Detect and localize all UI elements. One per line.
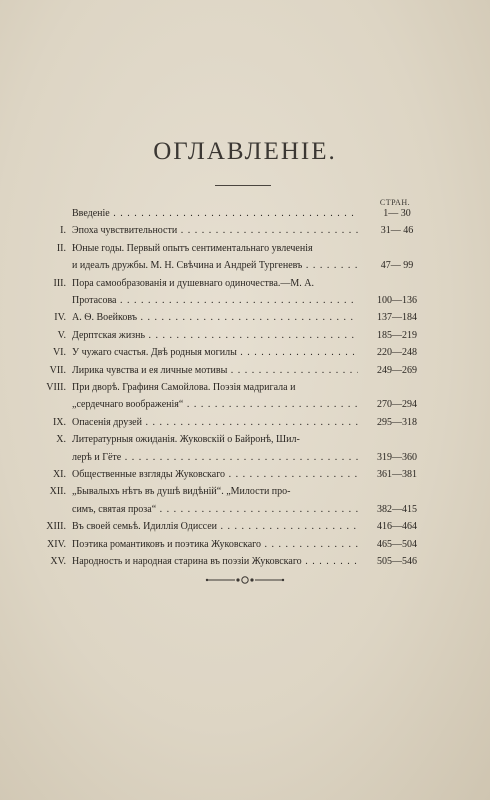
toc-row <box>0 240 490 257</box>
toc-row <box>0 362 490 379</box>
chapter-number: II. <box>56 242 66 254</box>
toc-row <box>0 536 490 553</box>
chapter-number: XII. <box>49 486 66 498</box>
page-range: 465—504 <box>377 538 417 550</box>
toc-row <box>0 327 490 344</box>
chapter-title: лерѣ и Гёте . . . <box>72 449 358 466</box>
page-range: 505—546 <box>377 556 417 567</box>
toc-row <box>0 431 490 448</box>
chapter-title: и идеалъ дружбы. М. Н. Свѣчина и Андрей Тургеневъ . . . <box>72 257 358 274</box>
toc-row <box>0 501 490 518</box>
chapter-number: V. <box>57 329 66 341</box>
page-range: 416—464 <box>377 521 417 533</box>
page-range: 382—415 <box>377 503 417 515</box>
title-underline <box>215 185 271 186</box>
chapter-title: „сердечнаго воображенія“ . . . <box>72 396 358 413</box>
chapter-title: Эпоха чувствительности . . . <box>72 222 358 239</box>
toc-row <box>0 449 490 466</box>
toc-row <box>0 292 490 309</box>
page-range: 319—360 <box>377 451 417 463</box>
page-range: 361—381 <box>377 469 417 480</box>
toc-row <box>0 518 490 535</box>
chapter-title: Пора самообразованія и душевнаго одиночества.—М. А. <box>72 277 315 289</box>
chapter-number: X. <box>56 434 66 446</box>
toc-row <box>0 344 490 361</box>
chapter-title: Дерптская жизнь . . . <box>72 327 358 344</box>
toc-row <box>0 257 490 274</box>
chapter-title: Протасова . . . <box>72 292 358 309</box>
chapter-number: IV. <box>54 312 66 324</box>
chapter-number: XI. <box>52 469 66 480</box>
page-range: 185—219 <box>377 329 417 341</box>
chapter-number: XV. <box>50 556 66 567</box>
chapter-title: Опасенія друзей . . . <box>72 414 358 431</box>
page-range: 1— 30 <box>383 208 411 219</box>
chapter-title: Введеніе . . . <box>72 205 358 222</box>
page-range: 47— 99 <box>380 260 414 272</box>
page-title: ОГЛАВЛЕНІЕ. <box>153 138 337 165</box>
toc-row <box>0 414 490 431</box>
chapter-title: „Бывалыхъ нѣтъ въ душѣ видѣній“. „Милости про- <box>72 486 291 498</box>
chapter-number: I. <box>60 225 66 237</box>
chapter-title: Юные годы. Первый опытъ сентиментальнаго увлеченія <box>72 242 313 254</box>
chapter-title: симъ, святая проза“ . . . <box>72 501 358 518</box>
page-range: 31— 46 <box>380 225 414 237</box>
toc-row <box>0 275 490 292</box>
page-range: 100—136 <box>377 295 417 306</box>
toc-row <box>0 379 490 396</box>
toc-row <box>0 466 490 483</box>
chapter-number: VII. <box>49 364 66 376</box>
chapter-number: VI. <box>52 347 66 359</box>
chapter-number: XIV. <box>47 538 66 550</box>
chapter-title: Народность и народная старина въ поэзіи Жуковскаго . . . <box>72 553 358 570</box>
toc-row <box>0 483 490 500</box>
chapter-title: Литературныя ожиданія. Жуковскій о Байронѣ, Шил- <box>72 434 300 446</box>
chapter-number: IX. <box>52 416 66 428</box>
chapter-title: Лирика чувства и ея личные мотивы . . . <box>72 362 358 379</box>
chapter-title: У чужаго счастья. Двѣ родныя могилы . . . <box>72 344 358 361</box>
page-range: 137—184 <box>377 312 417 324</box>
toc-row <box>0 396 490 413</box>
page-range: 249—269 <box>377 364 417 376</box>
chapter-title: При дворѣ. Графиня Самойлова. Поэзія мадригала и <box>72 382 296 393</box>
chapter-title: Общественные взгляды Жуковскаго . . . <box>72 466 358 483</box>
page-range: 295—318 <box>377 416 417 428</box>
toc-row <box>0 309 490 326</box>
chapter-title: А. Ѳ. Воейковъ . . . <box>72 309 358 326</box>
chapter-title: Поэтика романтиковъ и поэтика Жуковскаго . . . <box>72 536 358 553</box>
toc-row <box>0 222 490 239</box>
page-range: 270—294 <box>377 399 417 411</box>
pages-column-header: СТРАН. <box>379 198 411 207</box>
toc-row <box>0 553 490 570</box>
chapter-title: Въ своей семьѣ. Идиллія Одиссеи . . . <box>72 518 358 535</box>
page-range: 220—248 <box>377 347 417 359</box>
chapter-number: VIII. <box>46 382 66 393</box>
chapter-number: XIII. <box>46 521 66 533</box>
ornament-divider <box>205 573 285 587</box>
chapter-number: III. <box>53 277 66 289</box>
toc-row <box>0 205 490 222</box>
